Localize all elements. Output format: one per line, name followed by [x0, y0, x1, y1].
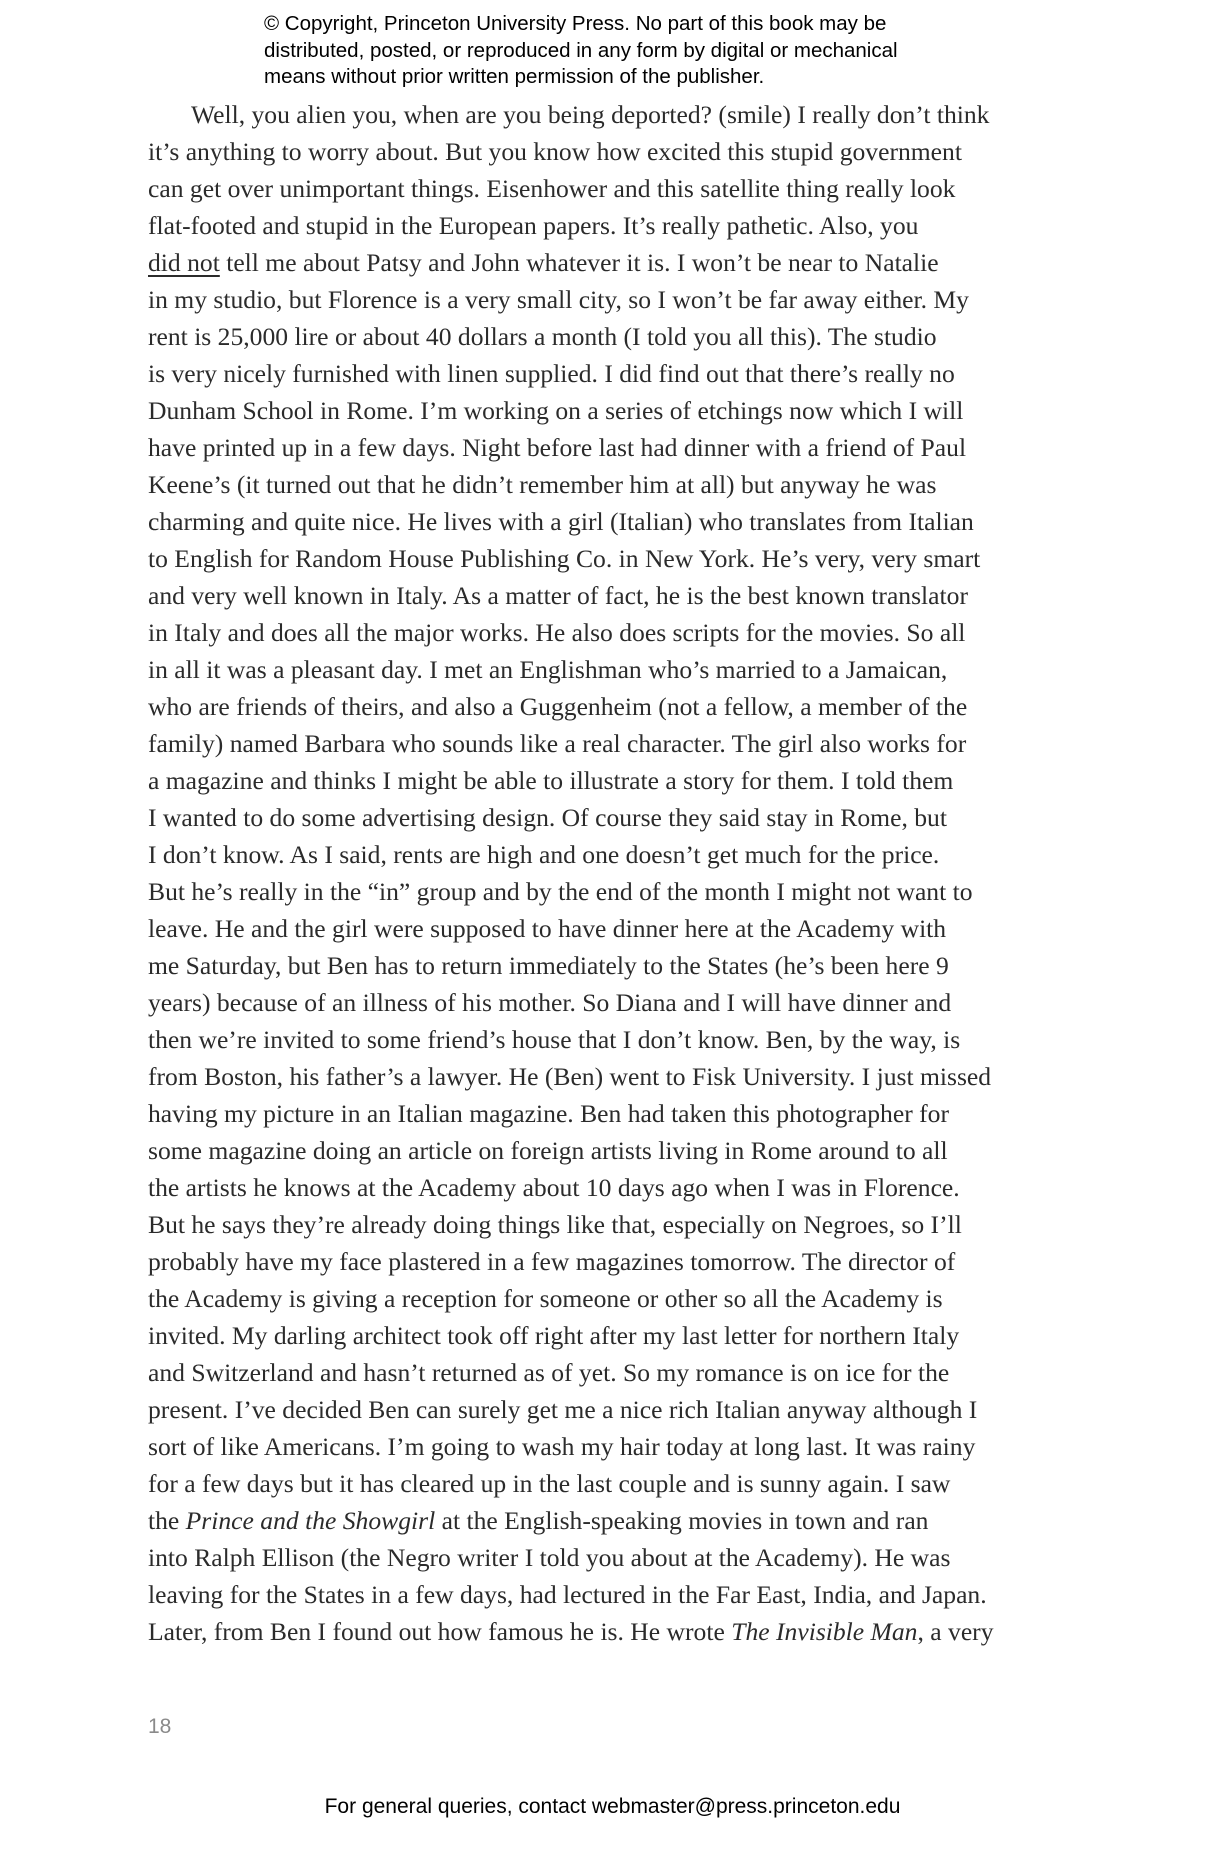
film-title: Prince and the Showgirl: [185, 1506, 436, 1535]
text-run: tell me about Patsy and John whatever it is. I won’t be near to Natalie: [219, 248, 939, 277]
copyright-line: means without prior written permission of the publisher.: [264, 65, 765, 88]
text-line: then we’re invited to some friend’s house that I don’t know. Ben, by the way, is: [148, 1025, 961, 1054]
text-line: charming and quite nice. He lives with a girl (Italian) who translates from Italian: [148, 507, 974, 536]
letter-body: [148, 96, 1078, 1650]
text-line: leaving for the States in a few days, had lectured in the Far East, India, and Japan.: [148, 1580, 987, 1609]
text-line: Keene’s (it turned out that he didn’t remember him at all) but anyway he was: [148, 470, 937, 499]
text-line: in Italy and does all the major works. He also does scripts for the movies. So all: [148, 618, 966, 647]
text-line: [148, 1613, 1078, 1650]
text-line: in all it was a pleasant day. I met an Englishman who’s married to a Jamaican,: [148, 655, 948, 684]
text-line: But he says they’re already doing things like that, especially on Negroes, so I’ll: [148, 1210, 962, 1239]
text-line: But he’s really in the “in” group and by the end of the month I might not want to: [148, 877, 973, 906]
text-run: at the English-speaking movies in town and ran: [435, 1506, 929, 1535]
text-line: I don’t know. As I said, rents are high and one doesn’t get much for the price.: [148, 840, 940, 869]
underlined-phrase: did not: [148, 248, 220, 277]
text-line: Dunham School in Rome. I’m working on a series of etchings now which I will: [148, 396, 964, 425]
copyright-line: distributed, posted, or reproduced in any form by digital or mechanical: [264, 38, 898, 62]
text-line: a magazine and thinks I might be able to illustrate a story for them. I told them: [148, 766, 954, 795]
text-line: [148, 244, 1078, 281]
text-run: the: [148, 1506, 186, 1535]
copyright-line: © Copyright, Princeton University Press. No part of this book may be: [264, 12, 887, 35]
copyright-notice: [264, 11, 1024, 91]
text-line: me Saturday, but Ben has to return immediately to the States (he’s been here 9: [148, 951, 949, 980]
text-line: [148, 1502, 1078, 1539]
text-line: I wanted to do some advertising design. Of course they said stay in Rome, but: [148, 803, 947, 832]
text-line: who are friends of theirs, and also a Guggenheim (not a fellow, a member of the: [148, 692, 968, 721]
text-line: from Boston, his father’s a lawyer. He (Ben) went to Fisk University. I just missed: [148, 1062, 992, 1091]
text-run: Later, from Ben I found out how famous he is. He wrote: [148, 1617, 732, 1646]
text-line: the Academy is giving a reception for someone or other so all the Academy is: [148, 1284, 943, 1313]
text-line: into Ralph Ellison (the Negro writer I told you about at the Academy). He was: [148, 1543, 951, 1572]
book-title: The Invisible Man: [731, 1617, 918, 1646]
text-line: and very well known in Italy. As a matter of fact, he is the best known translator: [148, 581, 968, 610]
text-line: in my studio, but Florence is a very small city, so I won’t be far away either. My: [148, 285, 969, 314]
text-line: it’s anything to worry about. But you know how excited this stupid government: [148, 137, 962, 166]
text-line: flat-footed and stupid in the European papers. It’s really pathetic. Also, you: [148, 211, 919, 240]
text-line: some magazine doing an article on foreign artists living in Rome around to all: [148, 1136, 948, 1165]
text-line: can get over unimportant things. Eisenhower and this satellite thing really look: [148, 174, 956, 203]
text-line: the artists he knows at the Academy about 10 days ago when I was in Florence.: [148, 1173, 960, 1202]
text-run: , a very: [917, 1617, 994, 1646]
text-line: invited. My darling architect took off right after my last letter for northern Italy: [148, 1321, 960, 1350]
text-line: to English for Random House Publishing Co. in New York. He’s very, very smart: [148, 544, 981, 573]
text-line: have printed up in a few days. Night before last had dinner with a friend of Paul: [148, 433, 967, 462]
text-line: and Switzerland and hasn’t returned as of yet. So my romance is on ice for the: [148, 1358, 950, 1387]
text-line: is very nicely furnished with linen supplied. I did find out that there’s really no: [148, 359, 955, 388]
text-line: years) because of an illness of his mother. So Diana and I will have dinner and: [148, 988, 952, 1017]
text-line: Well, you alien you, when are you being deported? (smile) I really don’t think: [191, 100, 990, 129]
text-line: rent is 25,000 lire or about 40 dollars a month (I told you all this). The studio: [148, 322, 937, 351]
text-line: family) named Barbara who sounds like a real character. The girl also works for: [148, 729, 967, 758]
text-line: probably have my face plastered in a few magazines tomorrow. The director of: [148, 1247, 956, 1276]
page-number: 18: [148, 1715, 172, 1738]
text-line: sort of like Americans. I’m going to wash my hair today at long last. It was rainy: [148, 1432, 976, 1461]
footer-contact: For general queries, contact webmaster@press.princeton.edu: [324, 1795, 901, 1818]
text-line: having my picture in an Italian magazine. Ben had taken this photographer for: [148, 1099, 949, 1128]
text-line: leave. He and the girl were supposed to have dinner here at the Academy with: [148, 914, 947, 943]
text-line: present. I’ve decided Ben can surely get me a nice rich Italian anyway although I: [148, 1395, 978, 1424]
text-line: for a few days but it has cleared up in the last couple and is sunny again. I saw: [148, 1469, 951, 1498]
